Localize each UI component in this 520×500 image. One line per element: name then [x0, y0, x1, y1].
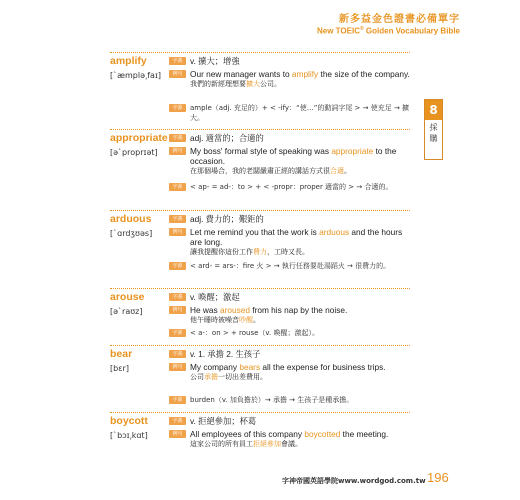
vocab-entry-bear [110, 345, 410, 410]
etymology-row [172, 261, 410, 271]
pronunciation: [ˋbɔɪ͵kɑt] [110, 431, 148, 440]
etymology-tag: 字源 [169, 183, 186, 191]
meaning-row [172, 133, 410, 144]
meaning-row [172, 416, 410, 427]
etymology-tag: 字源 [169, 329, 186, 337]
page-number: 196 [427, 470, 449, 485]
pronunciation: [əˋraʊz] [110, 307, 143, 316]
highlighted-word: aroused [219, 305, 250, 315]
example-row [172, 69, 410, 89]
publisher-footer: 字神帝國英語學院www.wordgod.com.tw [282, 477, 426, 485]
meaning-tag: 字義 [169, 215, 186, 223]
meaning-text: v. 1. 承擔 2. 生孩子 [190, 349, 261, 359]
meaning-tag: 字義 [169, 57, 186, 65]
meaning-text: v. 喚醒；激起 [190, 292, 240, 302]
chapter-tab [424, 99, 443, 160]
headword: amplify [110, 55, 147, 67]
meaning-row [172, 349, 410, 360]
vocab-entry-appropriate [110, 129, 410, 209]
meaning-text: v. 拒絕參加；杯葛 [190, 416, 257, 426]
example-tag: 例句 [169, 363, 186, 371]
highlighted-word: appropriate [331, 146, 374, 156]
highlighted-word: amplify [291, 69, 319, 79]
pronunciation: [ˋɑrdʒʊəs] [110, 229, 153, 238]
meaning-tag: 字義 [169, 417, 186, 425]
meaning-text: adj. 適當的；合適的 [190, 133, 264, 143]
example-sentence: Our new manager wants to amplify the size of the company. [190, 69, 410, 79]
example-translation: 他午睡時被噪音吵醒。 [190, 316, 260, 324]
example-row [172, 305, 410, 325]
highlighted-word: arduous [319, 227, 350, 237]
headword: appropriate [110, 132, 168, 144]
pronunciation: [ˋæmplə͵faɪ] [110, 71, 162, 80]
etymology-tag: 字源 [169, 104, 186, 112]
example-tag: 例句 [169, 228, 186, 236]
book-title-en: New TOEIC® Golden Vocabulary Bible [317, 26, 460, 36]
vocab-entry-arouse [110, 288, 410, 344]
example-row [172, 146, 410, 176]
meaning-tag: 字義 [169, 293, 186, 301]
meaning-row [172, 214, 410, 225]
etymology-tag: 字源 [169, 262, 186, 270]
example-row [172, 362, 410, 382]
etymology-text: burden（v. 加負擔於）→ 承擔 → 生孩子是種承擔。 [190, 396, 354, 404]
etymology-text: ample（adj. 充足的）+ < -ify：“使…”的動詞字尾 > → 使充足 → 擴大。 [190, 104, 410, 122]
chapter-number: 8 [425, 100, 442, 120]
pronunciation: [bɛr] [110, 364, 129, 373]
meaning-tag: 字義 [169, 350, 186, 358]
example-tag: 例句 [169, 306, 186, 314]
etymology-text: < a-：on > + rouse（v. 喚醒；激起）。 [190, 329, 319, 337]
etymology-text: < ap- = ad-：to > + < -propr：proper 適當的 > → 合適的。 [190, 183, 393, 191]
etymology-row [172, 328, 410, 338]
etymology-row [172, 182, 410, 192]
example-translation: 這家公司的所有員工拒絕參加會議。 [190, 440, 302, 448]
headword: arduous [110, 213, 152, 225]
etymology-row [172, 395, 410, 405]
highlighted-word: bears [239, 362, 261, 372]
meaning-row [172, 292, 410, 303]
chapter-title: 採 購 [429, 123, 438, 143]
example-sentence: All employees of this company boycotted the meeting. [190, 429, 389, 439]
book-title-zh: 新多益金色證書必備單字 [339, 14, 460, 25]
example-translation: 公司承擔一切出差費用。 [190, 373, 267, 381]
book-header [317, 10, 460, 36]
example-sentence: He was aroused from his nap by the noise. [190, 305, 348, 315]
example-tag: 例句 [169, 430, 186, 438]
vocab-entry-boycott [110, 412, 410, 465]
example-translation: 讓我提醒你這份工作費力，工時又長。 [190, 248, 309, 256]
example-sentence: My company bears all the expense for business trips. [190, 362, 386, 372]
highlighted-word: boycotted [304, 429, 341, 439]
example-translation: 我們的新經理想要擴大公司。 [190, 80, 281, 88]
headword: boycott [110, 415, 148, 427]
example-tag: 例句 [169, 147, 186, 155]
example-sentence: My boss' formal style of speaking was appropriate to the occasion. [190, 146, 397, 166]
headword: arouse [110, 291, 145, 303]
etymology-tag: 字源 [169, 396, 186, 404]
meaning-text: v. 擴大；增強 [190, 56, 240, 66]
example-translation: 在那個場合，我的老闆嚴肅正經的講話方式很合適。 [190, 167, 351, 175]
headword: bear [110, 348, 133, 360]
etymology-text: < ard- = ars-：fire 火 > → 執行任務要赴湯蹈火 → 很費力的。 [190, 262, 391, 270]
pronunciation: [əˋproprɪət] [110, 148, 158, 157]
meaning-tag: 字義 [169, 134, 186, 142]
meaning-text: adj. 費力的；艱鉅的 [190, 214, 264, 224]
meaning-row [172, 56, 410, 67]
etymology-row [172, 103, 410, 123]
example-sentence: Let me remind you that the work is arduous and the hours are long. [190, 227, 403, 247]
example-row [172, 429, 410, 449]
example-tag: 例句 [169, 70, 186, 78]
example-row [172, 227, 410, 257]
vocab-entry-amplify [110, 52, 410, 128]
vocab-entry-arduous [110, 210, 410, 287]
